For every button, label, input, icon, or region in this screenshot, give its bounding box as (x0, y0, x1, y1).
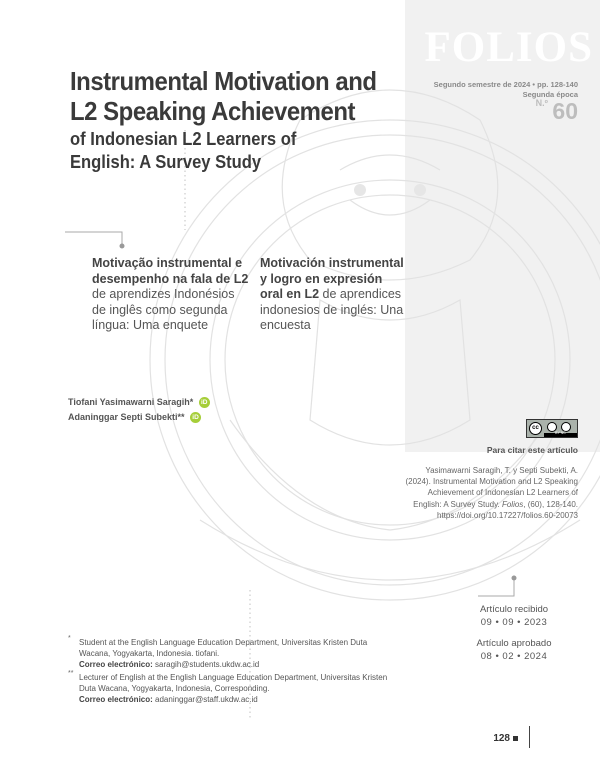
author-2-mark: ** (177, 412, 185, 422)
title-portuguese (92, 256, 257, 334)
title-es-bold2: y logro en expresión (260, 271, 383, 286)
title-pt-rest2: de inglês como segunda (92, 302, 228, 317)
page-rule (529, 726, 530, 748)
page-square-icon (513, 736, 518, 741)
footnote-2 (79, 672, 424, 705)
title-pt-bold1: Motivação instrumental e (92, 256, 243, 270)
issue-epoch: Segunda época (522, 90, 578, 99)
issue-number-value: 60 (552, 98, 578, 124)
footnote-1-email-label: Correo electrónico: (79, 660, 153, 669)
article-title-line1: Instrumental Motivation and (70, 66, 377, 96)
approved-date: 08 • 02 • 2024 (480, 651, 548, 662)
page-number-value: 128 (493, 733, 510, 744)
title-es-rest3: de aprendices (319, 287, 402, 301)
title-pt-rest1: de aprendizes Indonésios (92, 287, 235, 301)
title-es-rest4: indonesios de inglés: Una (260, 302, 404, 317)
author-1 (68, 397, 210, 408)
footnote-1 (79, 637, 424, 670)
title-es-rest5: encuesta (260, 318, 311, 332)
footnote-1-line2: Wacana, Yogyakarta, Indonesia. tiofani. (79, 649, 220, 658)
cc-icon: cc (529, 422, 542, 435)
author-1-mark: * (189, 397, 194, 407)
title-es-bold3: oral en L2 (260, 287, 320, 301)
title-spanish (260, 256, 425, 334)
author-1-name: Tiofani Yasimawarni Saragih (68, 397, 190, 407)
footnote-1-mark: * (68, 635, 71, 642)
orcid-icon[interactable]: iD (190, 412, 201, 423)
footnote-2-email-label: Correo electrónico: (79, 695, 153, 704)
received-label: Artículo recibido (479, 604, 549, 615)
received-date: 09 • 09 • 2023 (480, 617, 548, 628)
footnote-2-line1: Lecturer of English at the English Language Education Department, Universitas Kristen (79, 673, 388, 682)
cite-line4-post: , (60), 128-140. (523, 499, 578, 509)
cite-line1: Yasimawarni Saragih, T. y Septi Subekti, A. (425, 466, 578, 475)
author-2-name: Adaninggar Septi Subekti (68, 412, 178, 422)
footnote-1-email[interactable]: saragih@students.ukdw.ac.id (155, 660, 260, 669)
cc-license-badge[interactable] (526, 419, 578, 438)
title-pt-rest3: língua: Uma enquete (92, 318, 209, 332)
license-label: BY NC (555, 431, 566, 435)
license-label-bar (544, 433, 577, 437)
cite-journal: Folios (501, 499, 524, 509)
cite-line3: Achievement of Indonesian L2 Learners of (427, 488, 578, 498)
article-title-line4: English: A Survey Study (70, 152, 262, 172)
cite-doi-link[interactable]: https://doi.org/10.17227/folios.60-20073 (437, 510, 578, 520)
issue-info: Segundo semestre de 2024 • pp. 128-140 (433, 80, 578, 89)
issue-number-label: N.º (535, 98, 548, 108)
journal-name: FOLIOS (424, 24, 593, 71)
author-2 (68, 412, 201, 423)
cite-line4-pre: English: A Survey Study. (413, 499, 502, 509)
cite-line2: (2024). Instrumental Motivation and L2 Speaking (405, 477, 578, 487)
footnote-1-line1: Student at the English Language Education Department, Universitas Kristen Duta (79, 638, 368, 647)
orcid-icon[interactable]: iD (199, 397, 210, 408)
article-title-line2: L2 Speaking Achievement (70, 96, 355, 126)
citation-text (400, 465, 578, 521)
issue-number (420, 98, 578, 124)
footnote-2-email[interactable]: adaninggar@staff.ukdw.ac.id (155, 695, 258, 704)
title-es-bold1: Motivación instrumental (260, 256, 404, 270)
footnote-2-mark: ** (68, 670, 74, 677)
cite-heading: Para citar este artículo (486, 445, 578, 455)
footnote-2-line2: Duta Wacana, Yogyakarta, Indonesia, Corresponding. (79, 684, 270, 693)
approved-label: Artículo aprobado (476, 638, 552, 649)
title-pt-bold2: desempenho na fala de L2 (92, 271, 249, 286)
article-title-line3: of Indonesian L2 Learners of (70, 129, 297, 149)
page-number (478, 733, 518, 744)
